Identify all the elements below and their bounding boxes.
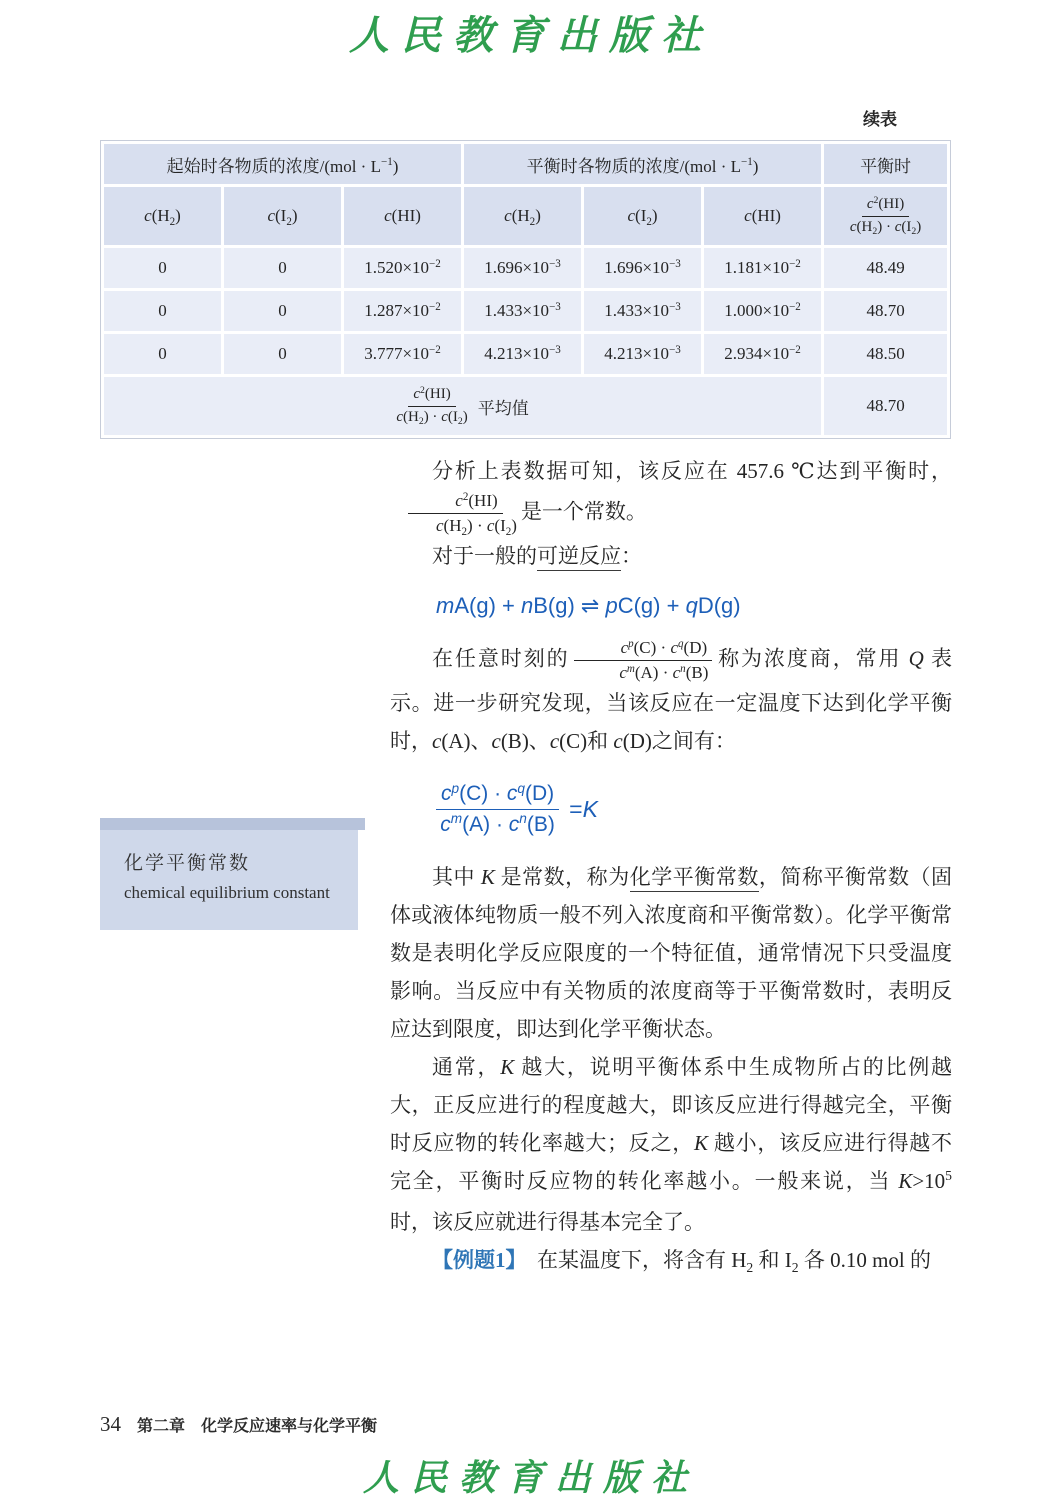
table-cell-ratio-value: 48.70 [824,291,947,331]
table-cell: 0 [104,334,221,374]
table-cell: 0 [224,248,341,288]
table-cell: $1.287\times 10^{-2}$ [344,291,461,331]
table-cell: $1.696\times 10^{-3}$ [584,248,701,288]
table-average-row [104,377,947,435]
ratio-fraction: $\frac{c^2(HI)}{c(H_2) \cdot c(I_2)}$ [396,384,468,427]
glossary-term-english: chemical equilibrium constant [124,883,330,902]
col-header-c-i2-equilibrium: $c(I_2)$ [584,187,701,245]
average-label: 平均值 [477,398,529,418]
equals-k: =K [569,796,598,823]
ratio-fraction-inline: $\frac{c^2(HI)}{c(H_2) \cdot c(I_2)}$ [394,490,517,537]
reaction-equation-text: mA(g) + nB(g) ⇌ pC(g) + qD(g) [436,593,741,619]
chapter-title: 化学反应速率与化学平衡 [201,1418,378,1435]
main-text-column [390,452,952,1282]
table-cell: 0 [224,334,341,374]
table-cell: $1.520\times 10^{-2}$ [344,248,461,288]
table-cell-ratio-value: 48.50 [824,334,947,374]
constant-definition-text: 其中 K 是常数，称为化学平衡常数，简称平衡常数（固体或液体纯物质一般不列入浓度商和平衡常数）。化学平衡常数是表明化学反应限度的一个特征值，通常情况下只受温度影响。当反应中有关物质的浓度商等于平衡常数时，表明反应达到限度，即达到化学平衡状态。 [390,864,953,1041]
table-cell-ratio-value: 48.49 [824,248,947,288]
col-header-c-h2-initial: $c(H_2)$ [104,187,221,245]
quotient-text-after: 称为浓度商，常用 Q 表示。进一步研究发现，当该反应在一定温度下达到化学平衡时，c(A)、c(B)、c(C)和 c(D)之间有： [390,646,953,754]
table-row [104,334,947,374]
analysis-text-after: 是一个常数。 [520,499,647,524]
page-footer [100,1412,377,1437]
glossary-term-box [100,818,365,930]
quotient-fraction-inline: $\frac{c^p(C) \cdot c^q(D)}{c^m(A) \cdot c^n(B)}$ [574,637,713,684]
paragraph-constant-definition [390,858,952,1048]
table-cell: $1.000\times 10^{-2}$ [704,291,821,331]
chapter-label: 第二章 [137,1418,186,1435]
col-header-c-i2-initial: $c(I_2)$ [224,187,341,245]
table-cell: 0 [104,248,221,288]
table-cell: $3.777\times 10^{-2}$ [344,334,461,374]
table-cell: $4.213\times 10^{-3}$ [464,334,581,374]
table-average-value: 48.70 [824,377,947,435]
reversible-reaction-text: 对于一般的可逆反应： [432,544,642,571]
equilibrium-constant-fraction: $\frac{c^p(C) \cdot c^q(D)}{c^m(A) \cdot c^n(B)}$ [436,780,559,838]
glossary-box-top-strip [100,818,365,830]
table-row [104,248,947,288]
general-reaction-equation [436,587,952,625]
table-cell: $1.181\times 10^{-2}$ [704,248,821,288]
paragraph-k-magnitude [390,1048,952,1241]
col-header-ratio-formula [824,187,947,245]
group-header-initial-concentration: 起始时各物质的浓度$/(mol \cdot L^{-1})$ [104,144,461,184]
paragraph-analysis [390,452,952,537]
table-cell: 0 [104,291,221,331]
k-magnitude-text: 通常，K 越大，说明平衡体系中生成物所占的比例越大，正反应进行的程度越大，即该反应进行得越完全，平衡时反应物的转化率越大；反之，K 越小，该反应进行得越不完全，平衡时反应物的转化率越小。一般来说，当 $K>10^5$ 时，该反应就进行得基本完全了。 [390,1054,953,1234]
table-group-header-row [104,144,947,184]
quotient-text-before: 在任意时刻的 [432,646,570,671]
group-header-equilibrium-concentration: 平衡时各物质的浓度$/(mol \cdot L^{-1})$ [464,144,821,184]
example-1-text: 【例题1】 在某温度下，将含有 $H_2$ 和 $I_2$ 各 0.10 mol 的 [432,1247,931,1275]
glossary-term-chinese: 化学平衡常数 [124,853,251,874]
glossary-box-body [100,830,358,930]
col-header-c-h2-equilibrium: $c(H_2)$ [464,187,581,245]
paragraph-reversible-reaction [390,537,952,575]
ratio-fraction: $\frac{c^2(HI)}{c(H_2) \cdot c(I_2)}$ [849,194,922,237]
table-cell: $4.213\times 10^{-3}$ [584,334,701,374]
col-header-c-hi-initial: c(HI) [344,187,461,245]
table-average-label-cell [104,377,821,435]
page-number: 34 [100,1412,121,1436]
equilibrium-constant-equation [436,780,952,838]
publisher-logo-top: 人民教育出版社 [349,12,713,59]
table-cell: $2.934\times 10^{-2}$ [704,334,821,374]
continued-table-label: 续表 [863,110,897,129]
paragraph-concentration-quotient [390,637,952,760]
table-row [104,291,947,331]
table-cell: $1.696\times 10^{-3}$ [464,248,581,288]
analysis-text-before: 分析上表数据可知，该反应在 457.6 ℃达到平衡时， [432,459,952,483]
table-cell: $1.433\times 10^{-3}$ [464,291,581,331]
paragraph-example-1 [390,1241,952,1282]
header-at-equilibrium: 平衡时 [824,144,947,184]
table-cell: $1.433\times 10^{-3}$ [584,291,701,331]
table-column-header-row [104,187,947,245]
publisher-logo-bottom: 人民教育出版社 [362,1457,699,1499]
equilibrium-data-table [100,140,951,439]
table-cell: 0 [224,291,341,331]
col-header-c-hi-equilibrium: c(HI) [704,187,821,245]
